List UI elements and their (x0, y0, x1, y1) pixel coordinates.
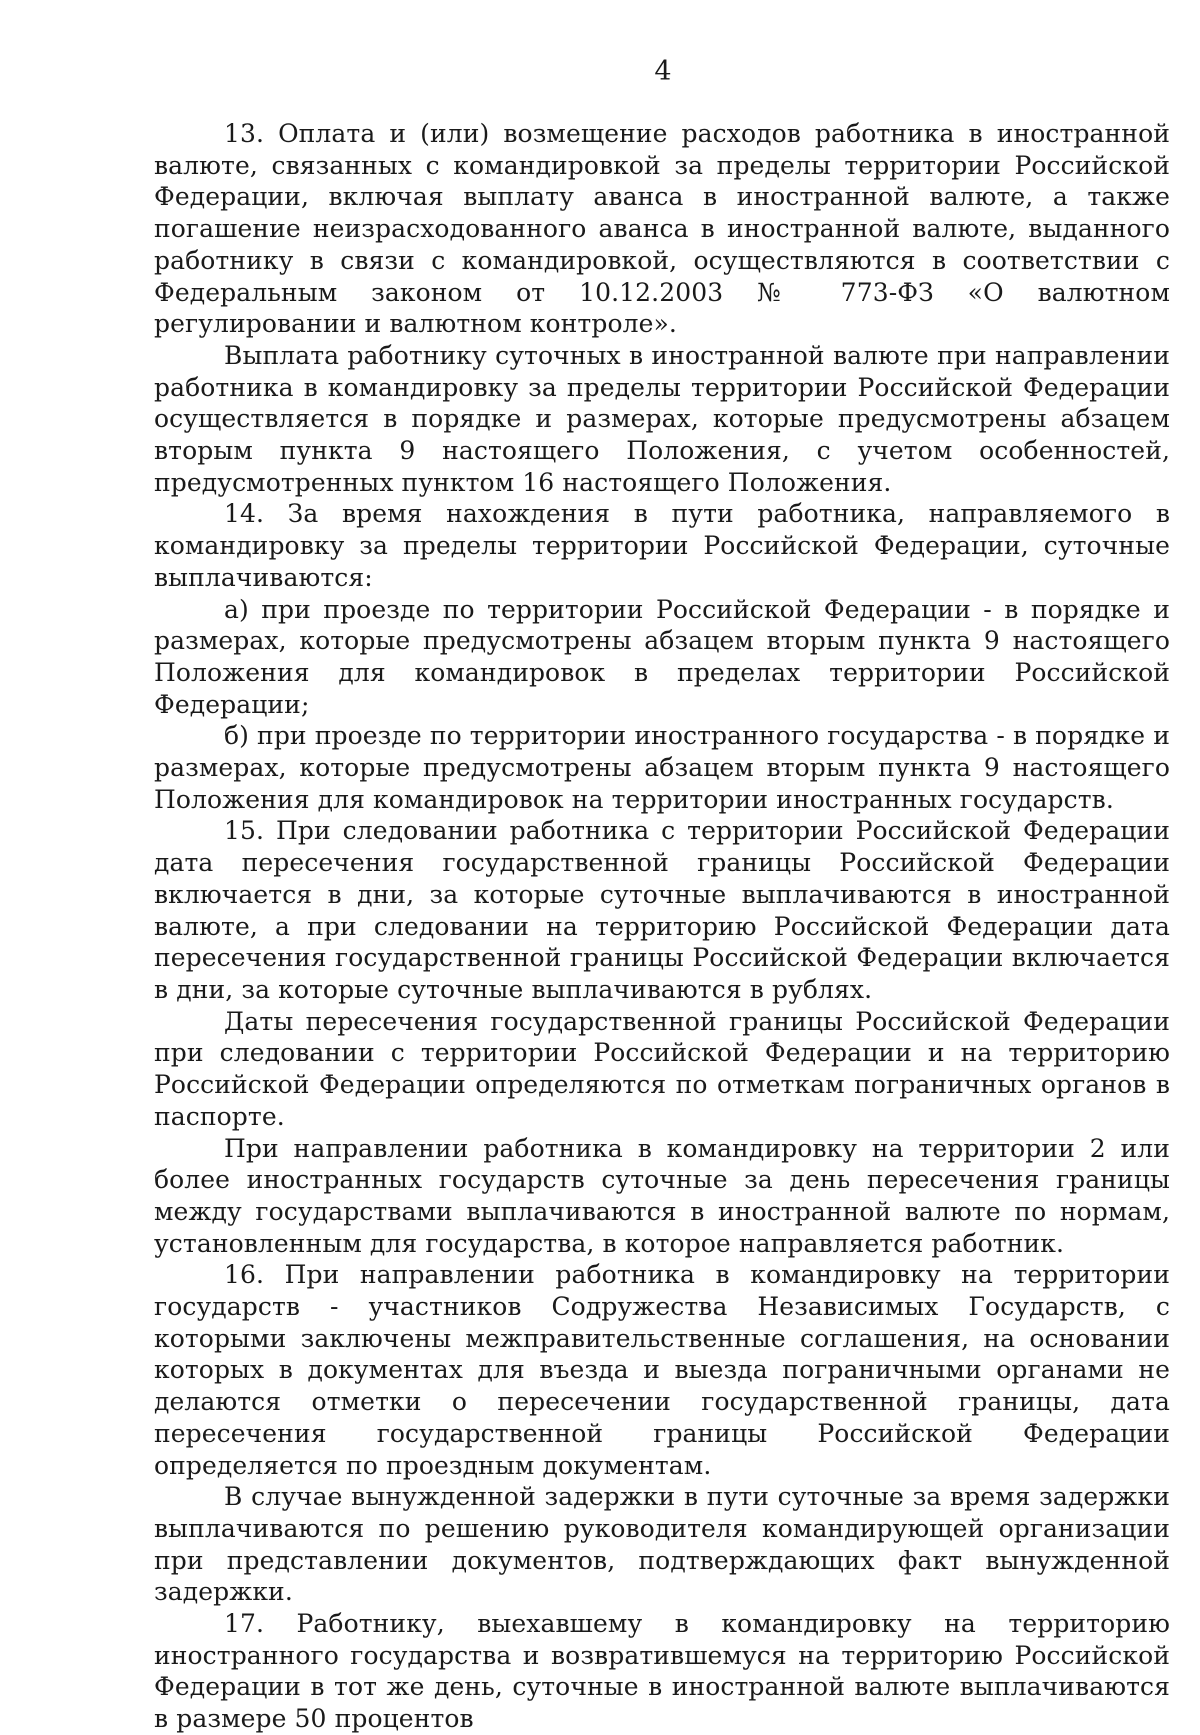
paragraph-15-border-dates: Даты пересечения государственной границы Российской Федерации при следовании с территории Российской Федерации и на территорию Российской Федерации определяются по отметкам пограничных органов в паспорте. (154, 1006, 1170, 1131)
paragraph-13-daily-allowance: Выплата работнику суточных в иностранной валюте при направлении работника в командировку за пределы территории Российской Федерации осуществляется в порядке и размерах, которые предусмотрены абзацем вторым пункта 9 настоящего Положения, с учетом особенностей, предусмотренных пунктом 16 настоящего Положения. (154, 340, 1170, 497)
paragraph-15: 15. При следовании работника с территории Российской Федерации дата пересечения государственной границы Российской Федерации включается в дни, за которые суточные выплачиваются в иностранной валюте, а при следовании на территорию Российской Федерации дата пересечения государственной границы Российской Федерации включается в дни, за которые суточные выплачиваются в рублях. (154, 816, 1170, 1004)
page-number: 4 (654, 56, 672, 87)
paragraph-14-b: б) при проезде по территории иностранного государства - в порядке и размерах, которые предусмотрены абзацем вторым пункта 9 настоящего Положения для командировок на территории иностранных государств. (154, 721, 1170, 814)
paragraph-13: 13. Оплата и (или) возмещение расходов работника в иностранной валюте, связанных с командировкой за пределы территории Российской Федерации, включая выплату аванса в иностранной валюте, а также погашение неизрасходованного аванса в иностранной валюте, выданного работнику в связи с командировкой, осуществляются в соответствии с Федеральным законом от 10.12.2003 № 773-ФЗ «О валютном регулировании и валютном контроле». (154, 119, 1170, 339)
document-body (154, 118, 1170, 1735)
paragraph-14: 14. За время нахождения в пути работника, направляемого в командировку за пределы территории Российской Федерации, суточные выплачиваются: (154, 499, 1170, 592)
paragraph-17: 17. Работнику, выехавшему в командировку на территорию иностранного государства и возвратившемуся на территорию Российской Федерации в тот же день, суточные в иностранной валюте выплачиваются в размере 50 процентов (154, 1609, 1170, 1734)
paragraph-16: 16. При направлении работника в командировку на территории государств - участников Содружества Независимых Государств, с которыми заключены межправительственные соглашения, на основании которых в документах для въезда и выезда пограничными органами не делаются отметки о пересечении государственной границы, дата пересечения государственной границы Российской Федерации определяется по проездным документам. (154, 1260, 1170, 1480)
paragraph-16-forced-delay: В случае вынужденной задержки в пути суточные за время задержки выплачиваются по решению руководителя командирующей организации при представлении документов, подтверждающих факт вынужденной задержки. (154, 1482, 1170, 1607)
paragraph-14-a: а) при проезде по территории Российской Федерации - в порядке и размерах, которые предусмотрены абзацем вторым пункта 9 настоящего Положения для командировок в пределах территории Российской Федерации; (154, 594, 1170, 719)
paragraph-15-multiple-states: При направлении работника в командировку на территории 2 или более иностранных государств суточные за день пересечения границы между государствами выплачиваются в иностранной валюте по нормам, установленным для государства, в которое направляется работник. (154, 1133, 1170, 1258)
